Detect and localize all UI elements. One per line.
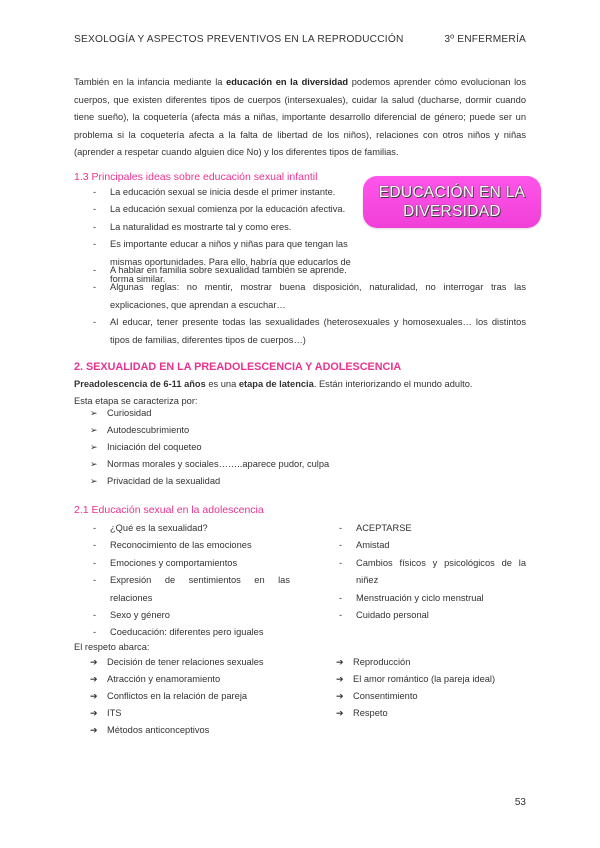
list-item: - La educación sexual comienza por la educación afectiva. [90, 201, 360, 218]
list-item: ➢ Privacidad de la sexualidad [74, 473, 474, 490]
stage-intro: Esta etapa se caracteriza por: [74, 396, 198, 406]
adolescence-list-left [90, 520, 290, 642]
list-item: ➔ Métodos anticonceptivos [74, 722, 334, 739]
list-item: - Al educar, tener presente todas las sexualidades (heterosexuales y homosexuales… los distintos tipos de familias, diferentes tipos de cuerpos…) [90, 314, 526, 349]
section-2-1-title: 2.1 Educación sexual en la adolescencia [74, 504, 264, 516]
page-number: 53 [514, 797, 526, 808]
list-item: - ¿Qué es la sexualidad? [90, 520, 290, 537]
arrow-right-icon: ➔ [90, 725, 98, 735]
arrow-right-icon: ➔ [336, 657, 344, 667]
stage-list [74, 405, 474, 490]
respeto-intro: El respeto abarca: [74, 642, 150, 652]
header-title: SEXOLOGÍA Y ASPECTOS PREVENTIVOS EN LA REPRODUCCIÓN [74, 34, 404, 45]
pre-bold-2: etapa de latencia [238, 379, 314, 389]
list-item: - ACEPTARSE [336, 520, 526, 537]
list-item: ➔ Respeto [320, 705, 530, 722]
list-item: - Cuidado personal [336, 607, 526, 624]
badge-line-1: EDUCACIÓN EN LA [378, 184, 526, 201]
arrowhead-icon: ➢ [90, 476, 98, 486]
arrow-right-icon: ➔ [90, 657, 98, 667]
respeto-list-right [320, 654, 530, 722]
arrowhead-icon: ➢ [90, 408, 98, 418]
list-item: - Cambios físicos y psicológicos de la niñez [336, 555, 526, 590]
section-2-title: 2. SEXUALIDAD EN LA PREADOLESCENCIA Y ADOLESCENCIA [74, 361, 402, 373]
intro-text-end: podemos aprender cómo evolucionan los cuerpos, que existen diferentes tipos de cuerpos (intersexuales), cuidar la salud (ducharse, dormir cuando tiene sueño), la coquetería (afecta más a niñas, importante desarrollo diferencial de género; puede ser un problema si la coquetería afecta a la falta de libertad de los niños), relaciones con otros niños y niñas (aprender a respetar cuando alguien dice No) y los diferentes tipos de familias. [74, 77, 526, 158]
intro-bold: educación en la diversidad [226, 77, 349, 87]
list-item: - Es importante educar a niños y niñas para que tengan las mismas oportunidades. Para ello, habría que educarlos de forma similar. [90, 236, 360, 288]
intro-paragraph [74, 74, 526, 162]
arrowhead-icon: ➢ [90, 425, 98, 435]
list-item: ➔ El amor romántico (la pareja ideal) [320, 671, 530, 688]
list-item: ➢ Autodescubrimiento [74, 422, 474, 439]
list-item: - Amistad [336, 537, 526, 554]
list-item: - Expresión de sentimientos en las relaciones [90, 572, 290, 607]
list-item: - Reconocimiento de las emociones [90, 537, 290, 554]
list-item: ➔ Consentimiento [320, 688, 530, 705]
preadolescence-line [74, 379, 472, 389]
diversity-badge [363, 176, 541, 228]
pre-bold: Preadolescencia de 6-11 años [74, 379, 206, 389]
list-item: ➢ Normas morales y sociales……..aparece pudor, culpa [74, 456, 474, 473]
list-item: ➔ ITS [74, 705, 334, 722]
list-item: ➢ Iniciación del coqueteo [74, 439, 474, 456]
arrow-right-icon: ➔ [336, 674, 344, 684]
arrow-right-icon: ➔ [90, 708, 98, 718]
intro-text-start: También en la infancia mediante la [74, 77, 227, 87]
list-item: ➢ Curiosidad [74, 405, 474, 422]
arrow-right-icon: ➔ [90, 691, 98, 701]
pre-mid: es una [205, 379, 239, 389]
list-item: - La educación sexual se inicia desde el primer instante. [90, 184, 360, 201]
list-item: ➔ Atracción y enamoramiento [74, 671, 334, 688]
badge-line-2: DIVERSIDAD [403, 203, 501, 220]
arrowhead-icon: ➢ [90, 459, 98, 469]
list-item: ➔ Reproducción [320, 654, 530, 671]
section-1-3-title: 1.3 Principales ideas sobre educación sexual infantil [74, 171, 318, 183]
arrow-right-icon: ➔ [90, 674, 98, 684]
adolescence-list-right [336, 520, 526, 624]
header-course: 3º ENFERMERÍA [444, 34, 526, 45]
list-item: - Emociones y comportamientos [90, 555, 290, 572]
arrowhead-icon: ➢ [90, 442, 98, 452]
list-item: - Algunas reglas: no mentir, mostrar buena disposición, naturalidad, no interrogar tras las explicaciones, que aprendan a escuchar… [90, 279, 526, 314]
list-item: ➔ Conflictos en la relación de pareja [74, 688, 334, 705]
list-item: ➔ Decisión de tener relaciones sexuales [74, 654, 334, 671]
respeto-list-left [74, 654, 334, 739]
list-item: - La naturalidad es mostrarte tal y como eres. [90, 219, 360, 236]
arrow-right-icon: ➔ [336, 708, 344, 718]
list-item: - Menstruación y ciclo menstrual [336, 590, 526, 607]
pre-end: . Están interiorizando el mundo adulto. [313, 379, 473, 389]
section-1-3-list-bottom [90, 262, 526, 349]
list-item: - Sexo y género [90, 607, 290, 624]
list-item: - A hablar en familia sobre sexualidad también se aprende. [90, 262, 526, 279]
arrow-right-icon: ➔ [336, 691, 344, 701]
list-item: - Coeducación: diferentes pero iguales [90, 624, 290, 641]
